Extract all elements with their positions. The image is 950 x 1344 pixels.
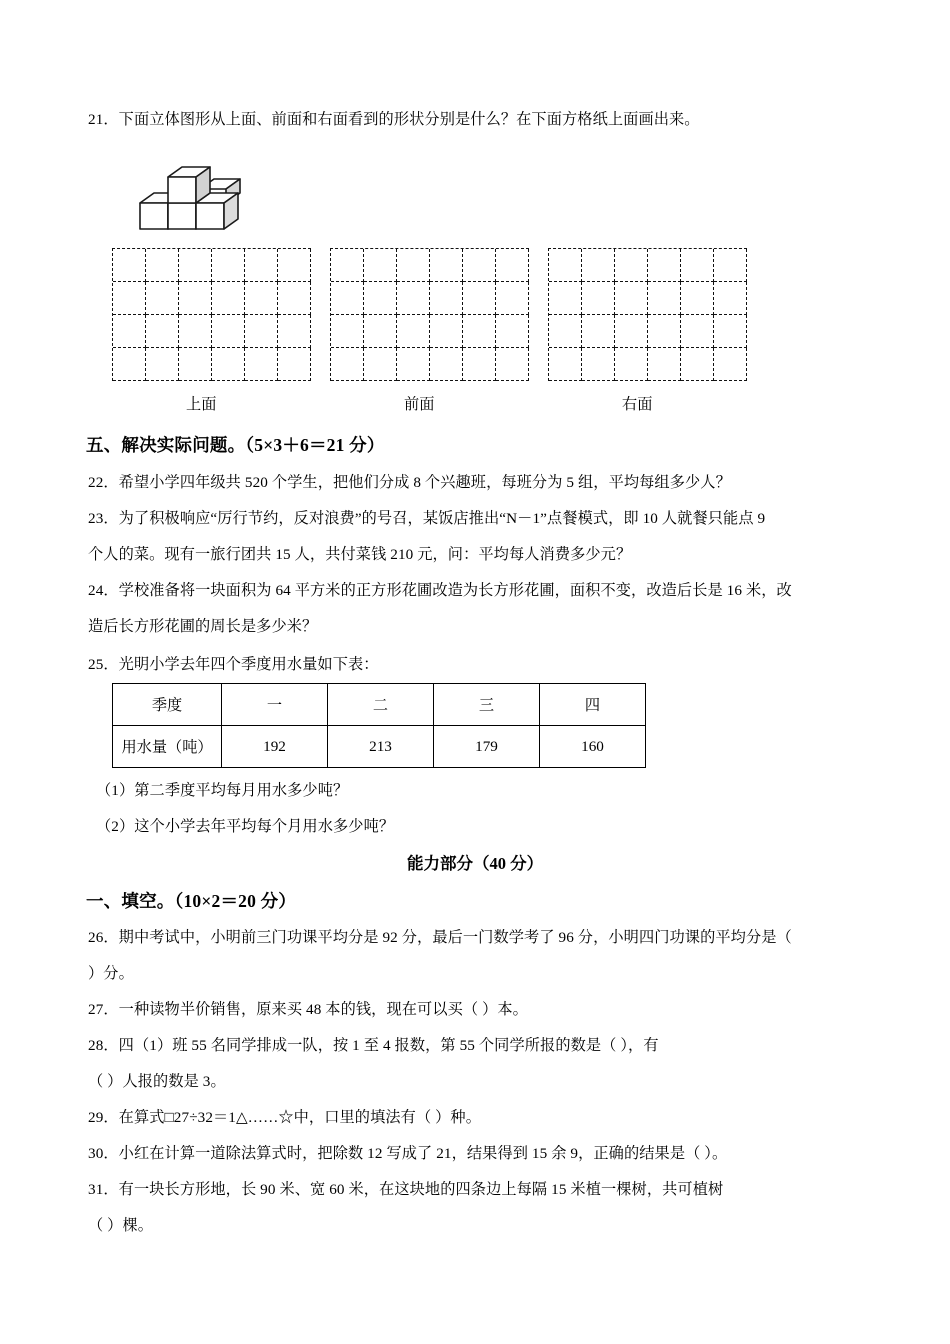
grid-cell[interactable] — [113, 348, 146, 381]
grid-cell[interactable] — [582, 249, 615, 282]
grid-cell[interactable] — [496, 249, 529, 282]
table-row-quarters — [113, 684, 646, 726]
question-24-line1: 24．学校准备将一块面积为 64 平方米的正方形花圃改造为长方形花圃，面积不变，改造后长是 16 米，改 — [88, 582, 792, 599]
table-row-values — [113, 726, 646, 768]
grid-cell[interactable] — [615, 249, 648, 282]
question-28-line2: （ ）人报的数是 3。 — [88, 1073, 226, 1090]
grid-cell[interactable] — [113, 315, 146, 348]
grid-cell[interactable] — [245, 282, 278, 315]
grid-cell[interactable] — [615, 282, 648, 315]
question-30-text: 30．小红在计算一道除法算式时，把除数 12 写成了 21，结果得到 15 余 9，正确的结果是（ ）。 — [88, 1145, 728, 1162]
grid-cell[interactable] — [714, 282, 747, 315]
grid-cell[interactable] — [397, 315, 430, 348]
question-25-sub2: （2）这个小学去年平均每个月用水多少吨？ — [96, 818, 395, 835]
table-header-quarter: 季度 — [113, 684, 222, 726]
grid-label-top: 上面 — [186, 396, 217, 413]
grid-cell[interactable] — [212, 315, 245, 348]
solid-figure-illustration — [130, 163, 258, 235]
grid-cell[interactable] — [430, 315, 463, 348]
grid-cell[interactable] — [714, 315, 747, 348]
grid-cell[interactable] — [364, 282, 397, 315]
grid-cell[interactable] — [549, 282, 582, 315]
grid-cell[interactable] — [615, 315, 648, 348]
grid-cell[interactable] — [496, 315, 529, 348]
cube-stack-svg — [130, 163, 258, 235]
question-27-text: 27．一种读物半价销售，原来买 48 本的钱，现在可以买（ ）本。 — [88, 1001, 528, 1018]
grid-cell[interactable] — [278, 348, 311, 381]
grid-cell[interactable] — [179, 348, 212, 381]
grid-cell[interactable] — [648, 348, 681, 381]
grid-cell[interactable] — [278, 315, 311, 348]
grid-cell[interactable] — [463, 348, 496, 381]
question-25-sub1: （1）第二季度平均每月用水多少吨？ — [96, 782, 349, 799]
question-29-text: 29．在算式□27÷32＝1△……☆中，口里的填法有（ ）种。 — [88, 1109, 481, 1126]
grid-cell[interactable] — [179, 249, 212, 282]
grid-cell[interactable] — [430, 348, 463, 381]
grid-cell[interactable] — [430, 282, 463, 315]
grid-cell[interactable] — [582, 315, 615, 348]
grid-cell[interactable] — [714, 249, 747, 282]
grid-cell[interactable] — [549, 315, 582, 348]
grid-cell[interactable] — [245, 315, 278, 348]
grid-cell[interactable] — [331, 249, 364, 282]
grid-label-right: 右面 — [622, 396, 653, 413]
question-23-line1: 23．为了积极响应“厉行节约，反对浪费”的号召，某饭店推出“N－1”点餐模式，即 10 人就餐只能点 9 — [88, 510, 766, 527]
grid-cell[interactable] — [113, 249, 146, 282]
question-22-text: 22．希望小学四年级共 520 个学生，把他们分成 8 个兴趣班，每班分为 5 组，平均每组多少人？ — [88, 474, 731, 491]
ability-section-heading: 能力部分（40 分） — [406, 854, 544, 873]
grid-cell[interactable] — [212, 282, 245, 315]
grid-cell[interactable] — [582, 348, 615, 381]
grid-cell[interactable] — [212, 348, 245, 381]
grid-cell[interactable] — [549, 249, 582, 282]
question-31-line2: （ ）棵。 — [88, 1217, 154, 1234]
grid-cell[interactable] — [331, 282, 364, 315]
grid-cell[interactable] — [245, 249, 278, 282]
grid-cell[interactable] — [397, 348, 430, 381]
question-24-line2: 造后长方形花圃的周长是多少米？ — [88, 618, 318, 635]
grid-label-front: 前面 — [404, 396, 435, 413]
grid-cell[interactable] — [681, 315, 714, 348]
grid-cell[interactable] — [278, 249, 311, 282]
grid-cell[interactable] — [364, 249, 397, 282]
grid-cell[interactable] — [179, 282, 212, 315]
grid-cell[interactable] — [364, 348, 397, 381]
grid-cell[interactable] — [331, 348, 364, 381]
grid-cell[interactable] — [397, 249, 430, 282]
question-21-text: 21．下面立体图形从上面、前面和右面看到的形状分别是什么？在下面方格纸上面画出来。 — [88, 111, 700, 128]
table-cell-quarter-2: 二 — [328, 684, 434, 726]
grid-cell[interactable] — [146, 249, 179, 282]
grid-cell[interactable] — [331, 315, 364, 348]
grid-cell[interactable] — [496, 348, 529, 381]
grid-cell[interactable] — [648, 282, 681, 315]
grid-cell[interactable] — [463, 282, 496, 315]
grid-cell[interactable] — [364, 315, 397, 348]
table-cell-value-2: 213 — [328, 726, 434, 768]
question-31-line1: 31．有一块长方形地，长 90 米、宽 60 米，在这块地的四条边上每隔 15 米植一棵树，共可植树 — [88, 1181, 724, 1198]
table-cell-value-3: 179 — [434, 726, 540, 768]
grid-cell[interactable] — [714, 348, 747, 381]
grid-cell[interactable] — [648, 249, 681, 282]
grid-cell[interactable] — [179, 315, 212, 348]
grid-cell[interactable] — [146, 348, 179, 381]
question-28-line1: 28．四（1）班 55 名同学排成一队，按 1 至 4 报数，第 55 个同学所报的数是（ ），有 — [88, 1037, 659, 1054]
grid-cell[interactable] — [496, 282, 529, 315]
table-header-water-usage: 用水量（吨） — [113, 726, 222, 768]
table-cell-quarter-4: 四 — [540, 684, 646, 726]
grid-cell[interactable] — [245, 348, 278, 381]
grid-cell[interactable] — [278, 282, 311, 315]
grid-cell[interactable] — [146, 282, 179, 315]
grid-cell[interactable] — [463, 315, 496, 348]
section-heading-one: 一、填空。（10×2＝20 分） — [86, 891, 297, 911]
water-usage-table — [112, 683, 646, 768]
table-cell-value-4: 160 — [540, 726, 646, 768]
question-26-line1: 26．期中考试中，小明前三门功课平均分是 92 分，最后一门数学考了 96 分，小明四门功课的平均分是（ — [88, 929, 792, 946]
table-cell-quarter-3: 三 — [434, 684, 540, 726]
grid-cell[interactable] — [681, 282, 714, 315]
grid-cell[interactable] — [397, 282, 430, 315]
grid-cell[interactable] — [615, 348, 648, 381]
question-25-stem: 25．光明小学去年四个季度用水量如下表： — [88, 656, 379, 673]
grid-cell[interactable] — [113, 282, 146, 315]
grid-cell[interactable] — [212, 249, 245, 282]
question-23-line2: 个人的菜。现有一旅行团共 15 人，共付菜钱 210 元，问：平均每人消费多少元？ — [88, 546, 632, 563]
question-26-line2: ）分。 — [88, 965, 134, 982]
grid-cell[interactable] — [648, 315, 681, 348]
grid-cell[interactable] — [681, 249, 714, 282]
grid-cell[interactable] — [549, 348, 582, 381]
grid-cell[interactable] — [681, 348, 714, 381]
answer-grid-front-view[interactable] — [330, 248, 529, 381]
grid-cell[interactable] — [146, 315, 179, 348]
grid-cell[interactable] — [463, 249, 496, 282]
table-cell-quarter-1: 一 — [222, 684, 328, 726]
answer-grid-top-view[interactable] — [112, 248, 311, 381]
section-heading-five: 五、解决实际问题。（5×3＋6＝21 分） — [86, 435, 385, 455]
table-cell-value-1: 192 — [222, 726, 328, 768]
answer-grid-right-view[interactable] — [548, 248, 747, 381]
grid-cell[interactable] — [430, 249, 463, 282]
grid-cell[interactable] — [582, 282, 615, 315]
